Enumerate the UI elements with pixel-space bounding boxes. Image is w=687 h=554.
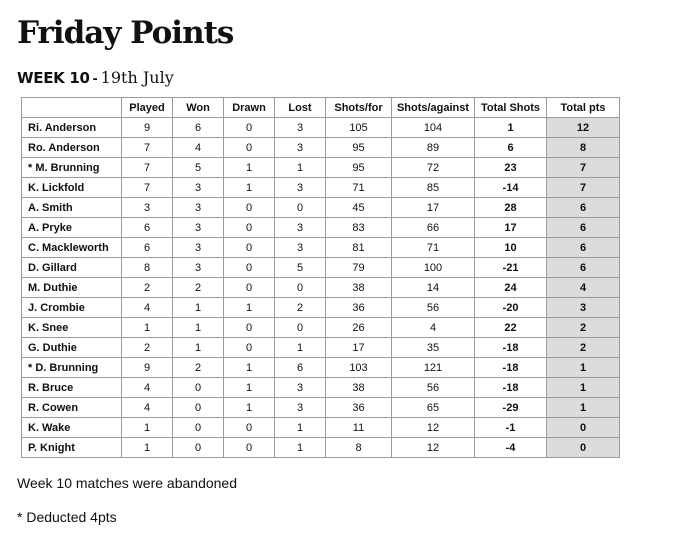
total-pts-cell: 1 xyxy=(547,358,620,378)
stat-cell: 0 xyxy=(275,278,326,298)
column-header: Drawn xyxy=(224,98,275,118)
total-pts-cell: 6 xyxy=(547,238,620,258)
total-shots-cell: -18 xyxy=(475,358,547,378)
stat-cell: 3 xyxy=(275,398,326,418)
stat-cell: 2 xyxy=(173,278,224,298)
stat-cell: 38 xyxy=(326,378,392,398)
total-shots-cell: 17 xyxy=(475,218,547,238)
total-pts-cell: 0 xyxy=(547,418,620,438)
total-pts-cell: 6 xyxy=(547,258,620,278)
player-name: D. Gillard xyxy=(22,258,122,278)
stat-cell: 3 xyxy=(275,138,326,158)
table-row xyxy=(22,358,620,378)
stat-cell: 100 xyxy=(392,258,475,278)
total-shots-cell: 23 xyxy=(475,158,547,178)
stat-cell: 7 xyxy=(122,178,173,198)
stat-cell: 3 xyxy=(275,378,326,398)
stat-cell: 17 xyxy=(326,338,392,358)
total-shots-cell: 22 xyxy=(475,318,547,338)
player-name: R. Bruce xyxy=(22,378,122,398)
stat-cell: 1 xyxy=(275,338,326,358)
table-row xyxy=(22,158,620,178)
total-shots-cell: -18 xyxy=(475,378,547,398)
player-name: C. Mackleworth xyxy=(22,238,122,258)
stat-cell: 35 xyxy=(392,338,475,358)
stat-cell: 3 xyxy=(275,118,326,138)
player-name: Ri. Anderson xyxy=(22,118,122,138)
table-header-row xyxy=(22,98,620,118)
stat-cell: 1 xyxy=(122,418,173,438)
stat-cell: 1 xyxy=(224,398,275,418)
stat-cell: 0 xyxy=(224,238,275,258)
stat-cell: 56 xyxy=(392,298,475,318)
stat-cell: 0 xyxy=(224,198,275,218)
stat-cell: 5 xyxy=(173,158,224,178)
stat-cell: 36 xyxy=(326,398,392,418)
table-row xyxy=(22,378,620,398)
stat-cell: 3 xyxy=(173,178,224,198)
total-pts-cell: 2 xyxy=(547,338,620,358)
stat-cell: 1 xyxy=(224,178,275,198)
page-title: Friday Points xyxy=(17,15,234,51)
stat-cell: 71 xyxy=(326,178,392,198)
week-label: WEEK 10 xyxy=(17,69,90,87)
stat-cell: 4 xyxy=(122,298,173,318)
stat-cell: 3 xyxy=(173,238,224,258)
stat-cell: 9 xyxy=(122,358,173,378)
stat-cell: 3 xyxy=(173,198,224,218)
week-date: 19th July xyxy=(100,68,174,87)
total-shots-cell: -29 xyxy=(475,398,547,418)
stat-cell: 0 xyxy=(224,338,275,358)
stat-cell: 6 xyxy=(173,118,224,138)
stat-cell: 14 xyxy=(392,278,475,298)
stat-cell: 26 xyxy=(326,318,392,338)
stat-cell: 38 xyxy=(326,278,392,298)
stat-cell: 1 xyxy=(122,318,173,338)
stat-cell: 0 xyxy=(224,218,275,238)
total-shots-cell: -14 xyxy=(475,178,547,198)
total-pts-cell: 3 xyxy=(547,298,620,318)
stat-cell: 103 xyxy=(326,358,392,378)
stat-cell: 1 xyxy=(173,318,224,338)
column-header: Shots/for xyxy=(326,98,392,118)
stat-cell: 0 xyxy=(224,318,275,338)
table-row xyxy=(22,138,620,158)
total-pts-cell: 12 xyxy=(547,118,620,138)
stat-cell: 4 xyxy=(173,138,224,158)
total-shots-cell: 10 xyxy=(475,238,547,258)
table-row xyxy=(22,178,620,198)
stat-cell: 0 xyxy=(224,138,275,158)
stat-cell: 7 xyxy=(122,158,173,178)
stat-cell: 0 xyxy=(173,418,224,438)
stat-cell: 4 xyxy=(122,378,173,398)
column-header: Shots/against xyxy=(392,98,475,118)
stat-cell: 11 xyxy=(326,418,392,438)
stat-cell: 89 xyxy=(392,138,475,158)
stat-cell: 8 xyxy=(326,438,392,458)
total-shots-cell: -20 xyxy=(475,298,547,318)
total-pts-cell: 1 xyxy=(547,378,620,398)
total-pts-cell: 2 xyxy=(547,318,620,338)
stat-cell: 1 xyxy=(275,438,326,458)
abandoned-note: Week 10 matches were abandoned xyxy=(17,475,237,491)
stat-cell: 36 xyxy=(326,298,392,318)
total-shots-cell: -4 xyxy=(475,438,547,458)
stat-cell: 72 xyxy=(392,158,475,178)
player-name: A. Smith xyxy=(22,198,122,218)
stat-cell: 4 xyxy=(122,398,173,418)
stat-cell: 1 xyxy=(275,418,326,438)
player-name: G. Duthie xyxy=(22,338,122,358)
points-table xyxy=(21,97,620,458)
stat-cell: 2 xyxy=(122,338,173,358)
player-name: M. Duthie xyxy=(22,278,122,298)
column-header: Lost xyxy=(275,98,326,118)
total-shots-cell: 28 xyxy=(475,198,547,218)
total-pts-cell: 0 xyxy=(547,438,620,458)
column-header: Total pts xyxy=(547,98,620,118)
stat-cell: 7 xyxy=(122,138,173,158)
total-shots-cell: -1 xyxy=(475,418,547,438)
stat-cell: 1 xyxy=(224,298,275,318)
stat-cell: 1 xyxy=(275,158,326,178)
stat-cell: 3 xyxy=(122,198,173,218)
stat-cell: 0 xyxy=(173,378,224,398)
stat-cell: 0 xyxy=(173,438,224,458)
table-row xyxy=(22,438,620,458)
stat-cell: 65 xyxy=(392,398,475,418)
stat-cell: 1 xyxy=(173,298,224,318)
table-row xyxy=(22,338,620,358)
player-name: * M. Brunning xyxy=(22,158,122,178)
stat-cell: 104 xyxy=(392,118,475,138)
stat-cell: 8 xyxy=(122,258,173,278)
total-pts-cell: 1 xyxy=(547,398,620,418)
table-row xyxy=(22,398,620,418)
stat-cell: 1 xyxy=(122,438,173,458)
table-row xyxy=(22,418,620,438)
stat-cell: 121 xyxy=(392,358,475,378)
stat-cell: 45 xyxy=(326,198,392,218)
table-row xyxy=(22,298,620,318)
stat-cell: 0 xyxy=(275,198,326,218)
table-row xyxy=(22,318,620,338)
table-row xyxy=(22,258,620,278)
stat-cell: 0 xyxy=(224,418,275,438)
stat-cell: 2 xyxy=(275,298,326,318)
player-name: J. Crombie xyxy=(22,298,122,318)
total-pts-cell: 4 xyxy=(547,278,620,298)
total-shots-cell: 1 xyxy=(475,118,547,138)
player-name: P. Knight xyxy=(22,438,122,458)
stat-cell: 9 xyxy=(122,118,173,138)
total-shots-cell: -21 xyxy=(475,258,547,278)
total-pts-cell: 8 xyxy=(547,138,620,158)
stat-cell: 6 xyxy=(275,358,326,378)
stat-cell: 0 xyxy=(224,438,275,458)
column-header: Won xyxy=(173,98,224,118)
table-row xyxy=(22,278,620,298)
total-pts-cell: 7 xyxy=(547,178,620,198)
stat-cell: 1 xyxy=(224,158,275,178)
stat-cell: 105 xyxy=(326,118,392,138)
stat-cell: 0 xyxy=(275,318,326,338)
stat-cell: 56 xyxy=(392,378,475,398)
stat-cell: 0 xyxy=(224,278,275,298)
stat-cell: 5 xyxy=(275,258,326,278)
stat-cell: 83 xyxy=(326,218,392,238)
stat-cell: 3 xyxy=(173,258,224,278)
stat-cell: 2 xyxy=(122,278,173,298)
column-header xyxy=(22,98,122,118)
stat-cell: 2 xyxy=(173,358,224,378)
total-pts-cell: 6 xyxy=(547,218,620,238)
player-name: A. Pryke xyxy=(22,218,122,238)
stat-cell: 1 xyxy=(224,378,275,398)
stat-cell: 6 xyxy=(122,238,173,258)
stat-cell: 0 xyxy=(173,398,224,418)
table-row xyxy=(22,238,620,258)
total-shots-cell: 6 xyxy=(475,138,547,158)
total-pts-cell: 7 xyxy=(547,158,620,178)
player-name: Ro. Anderson xyxy=(22,138,122,158)
week-separator: - xyxy=(92,70,98,87)
total-shots-cell: 24 xyxy=(475,278,547,298)
stat-cell: 71 xyxy=(392,238,475,258)
stat-cell: 0 xyxy=(224,118,275,138)
stat-cell: 17 xyxy=(392,198,475,218)
stat-cell: 1 xyxy=(173,338,224,358)
stat-cell: 3 xyxy=(275,178,326,198)
column-header: Played xyxy=(122,98,173,118)
stat-cell: 95 xyxy=(326,138,392,158)
stat-cell: 0 xyxy=(224,258,275,278)
stat-cell: 81 xyxy=(326,238,392,258)
player-name: K. Wake xyxy=(22,418,122,438)
table-row xyxy=(22,198,620,218)
stat-cell: 3 xyxy=(275,238,326,258)
player-name: * D. Brunning xyxy=(22,358,122,378)
total-shots-cell: -18 xyxy=(475,338,547,358)
week-heading xyxy=(17,67,174,90)
stat-cell: 12 xyxy=(392,418,475,438)
stat-cell: 85 xyxy=(392,178,475,198)
player-name: K. Lickfold xyxy=(22,178,122,198)
stat-cell: 12 xyxy=(392,438,475,458)
stat-cell: 6 xyxy=(122,218,173,238)
table-row xyxy=(22,118,620,138)
stat-cell: 3 xyxy=(173,218,224,238)
table-body xyxy=(22,118,620,458)
stat-cell: 4 xyxy=(392,318,475,338)
player-name: R. Cowen xyxy=(22,398,122,418)
stat-cell: 66 xyxy=(392,218,475,238)
player-name: K. Snee xyxy=(22,318,122,338)
deducted-note: * Deducted 4pts xyxy=(17,509,117,525)
stat-cell: 79 xyxy=(326,258,392,278)
total-pts-cell: 6 xyxy=(547,198,620,218)
stat-cell: 3 xyxy=(275,218,326,238)
stat-cell: 95 xyxy=(326,158,392,178)
stat-cell: 1 xyxy=(224,358,275,378)
column-header: Total Shots xyxy=(475,98,547,118)
table-row xyxy=(22,218,620,238)
